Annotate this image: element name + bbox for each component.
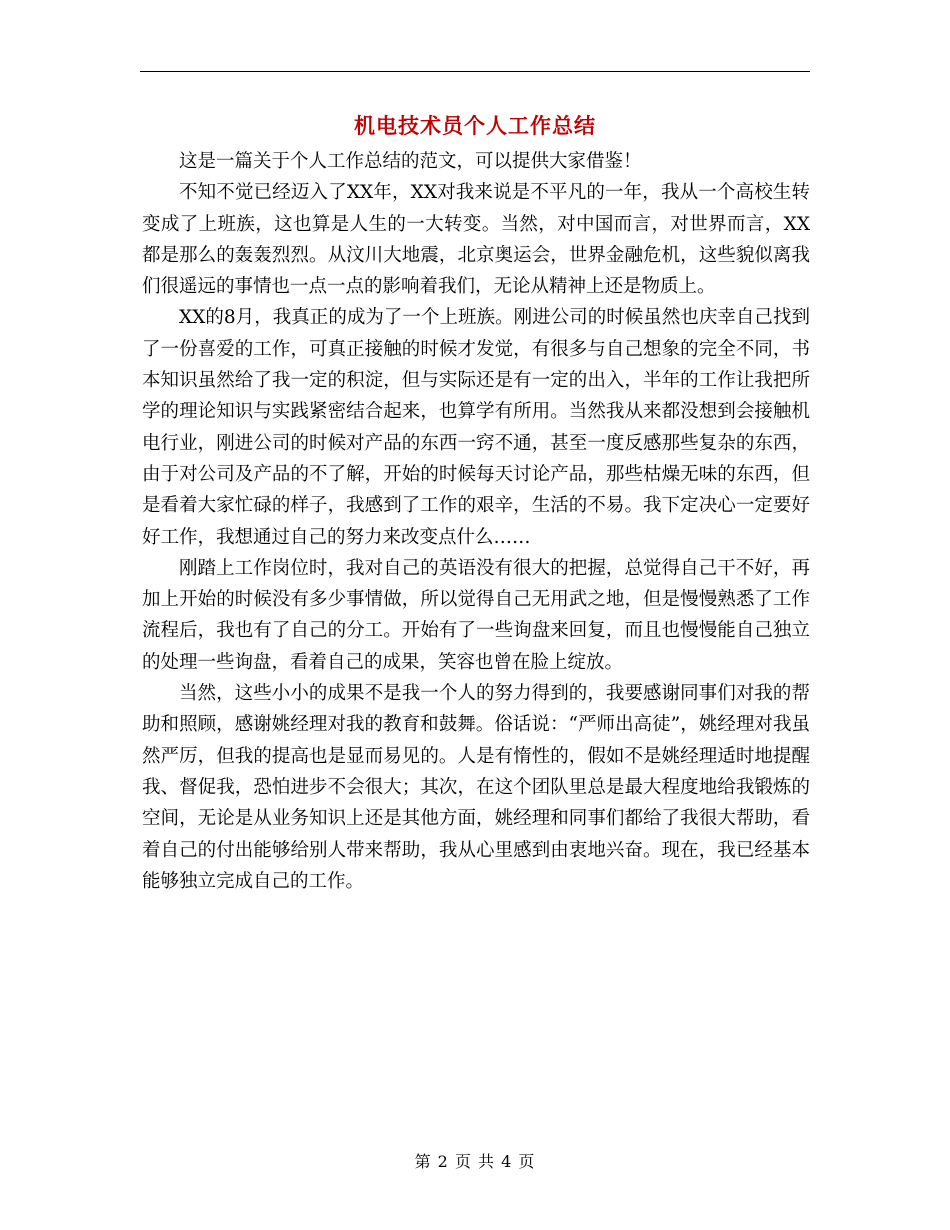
paragraph-1: 不知不觉已经迈入了XX年，XX对我来说是不平凡的一年，我从一个高校生转变成了上班族，这也算是人生的一大转变。当然，对中国而言，对世界而言，XX都是那么的轰轰烈烈。从汶川大地震，北京奥运会，世界金融危机，这些貌似离我们很遥远的事情也一点一点的影响着我们，无论从精神上还是物质上。 (142, 182, 810, 298)
document-title: 机电技术员个人工作总结 (354, 113, 596, 138)
paragraph-2: XX的8月，我真正的成为了一个上班族。刚进公司的时候虽然也庆幸自己找到了一份喜爱的工作，可真正接触的时候才发觉，有很多与自己想象的完全不同，书本知识虽然给了我一定的积淀，但与实际还是有一定的出入，半年的工作让我把所学的理论知识与实践紧密结合起来，也算学有所用。当然我从来都没想到会接触机电行业，刚进公司的时候对产品的东西一窍不通，甚至一度反感那些复杂的东西，由于对公司及产品的不了解，开始的时候每天讨论产品，那些枯燥无味的东西，但是看着大家忙碌的样子，我感到了工作的艰辛，生活的不易。我下定决心一定要好好工作，我想通过自己的努力来改变点什么…… (142, 307, 810, 548)
header-rule (140, 71, 810, 72)
document-body (142, 146, 810, 897)
paragraph-intro: 这是一篇关于个人工作总结的范文，可以提供大家借鉴！ (179, 151, 642, 172)
paragraph-4: 当然，这些小小的成果不是我一个人的努力得到的，我要感谢同事们对我的帮助和照顾，感谢姚经理对我的教育和鼓舞。俗话说：“严师出高徒”，姚经理对我虽然严厉，但我的提高也是显而易见的。人是有惰性的，假如不是姚经理适时地提醒我、督促我，恐怕进步不会很大；其次，在这个团队里总是最大程度地给我锻炼的空间，无论是从业务知识上还是其他方面，姚经理和同事们都给了我很大帮助，看着自己的付出能够给别人带来帮助，我从心里感到由衷地兴奋。现在，我已经基本能够独立完成自己的工作。 (142, 683, 810, 892)
page-number-footer: 第 2 页 共 4 页 (414, 1152, 536, 1171)
paragraph-3: 刚踏上工作岗位时，我对自己的英语没有很大的把握，总觉得自己干不好，再加上开始的时候没有多少事情做，所以觉得自己无用武之地，但是慢慢熟悉了工作流程后，我也有了自己的分工。开始有了一些询盘来回复，而且也慢慢能自己独立的处理一些询盘，看着自己的成果，笑容也曾在脸上绽放。 (142, 557, 810, 673)
